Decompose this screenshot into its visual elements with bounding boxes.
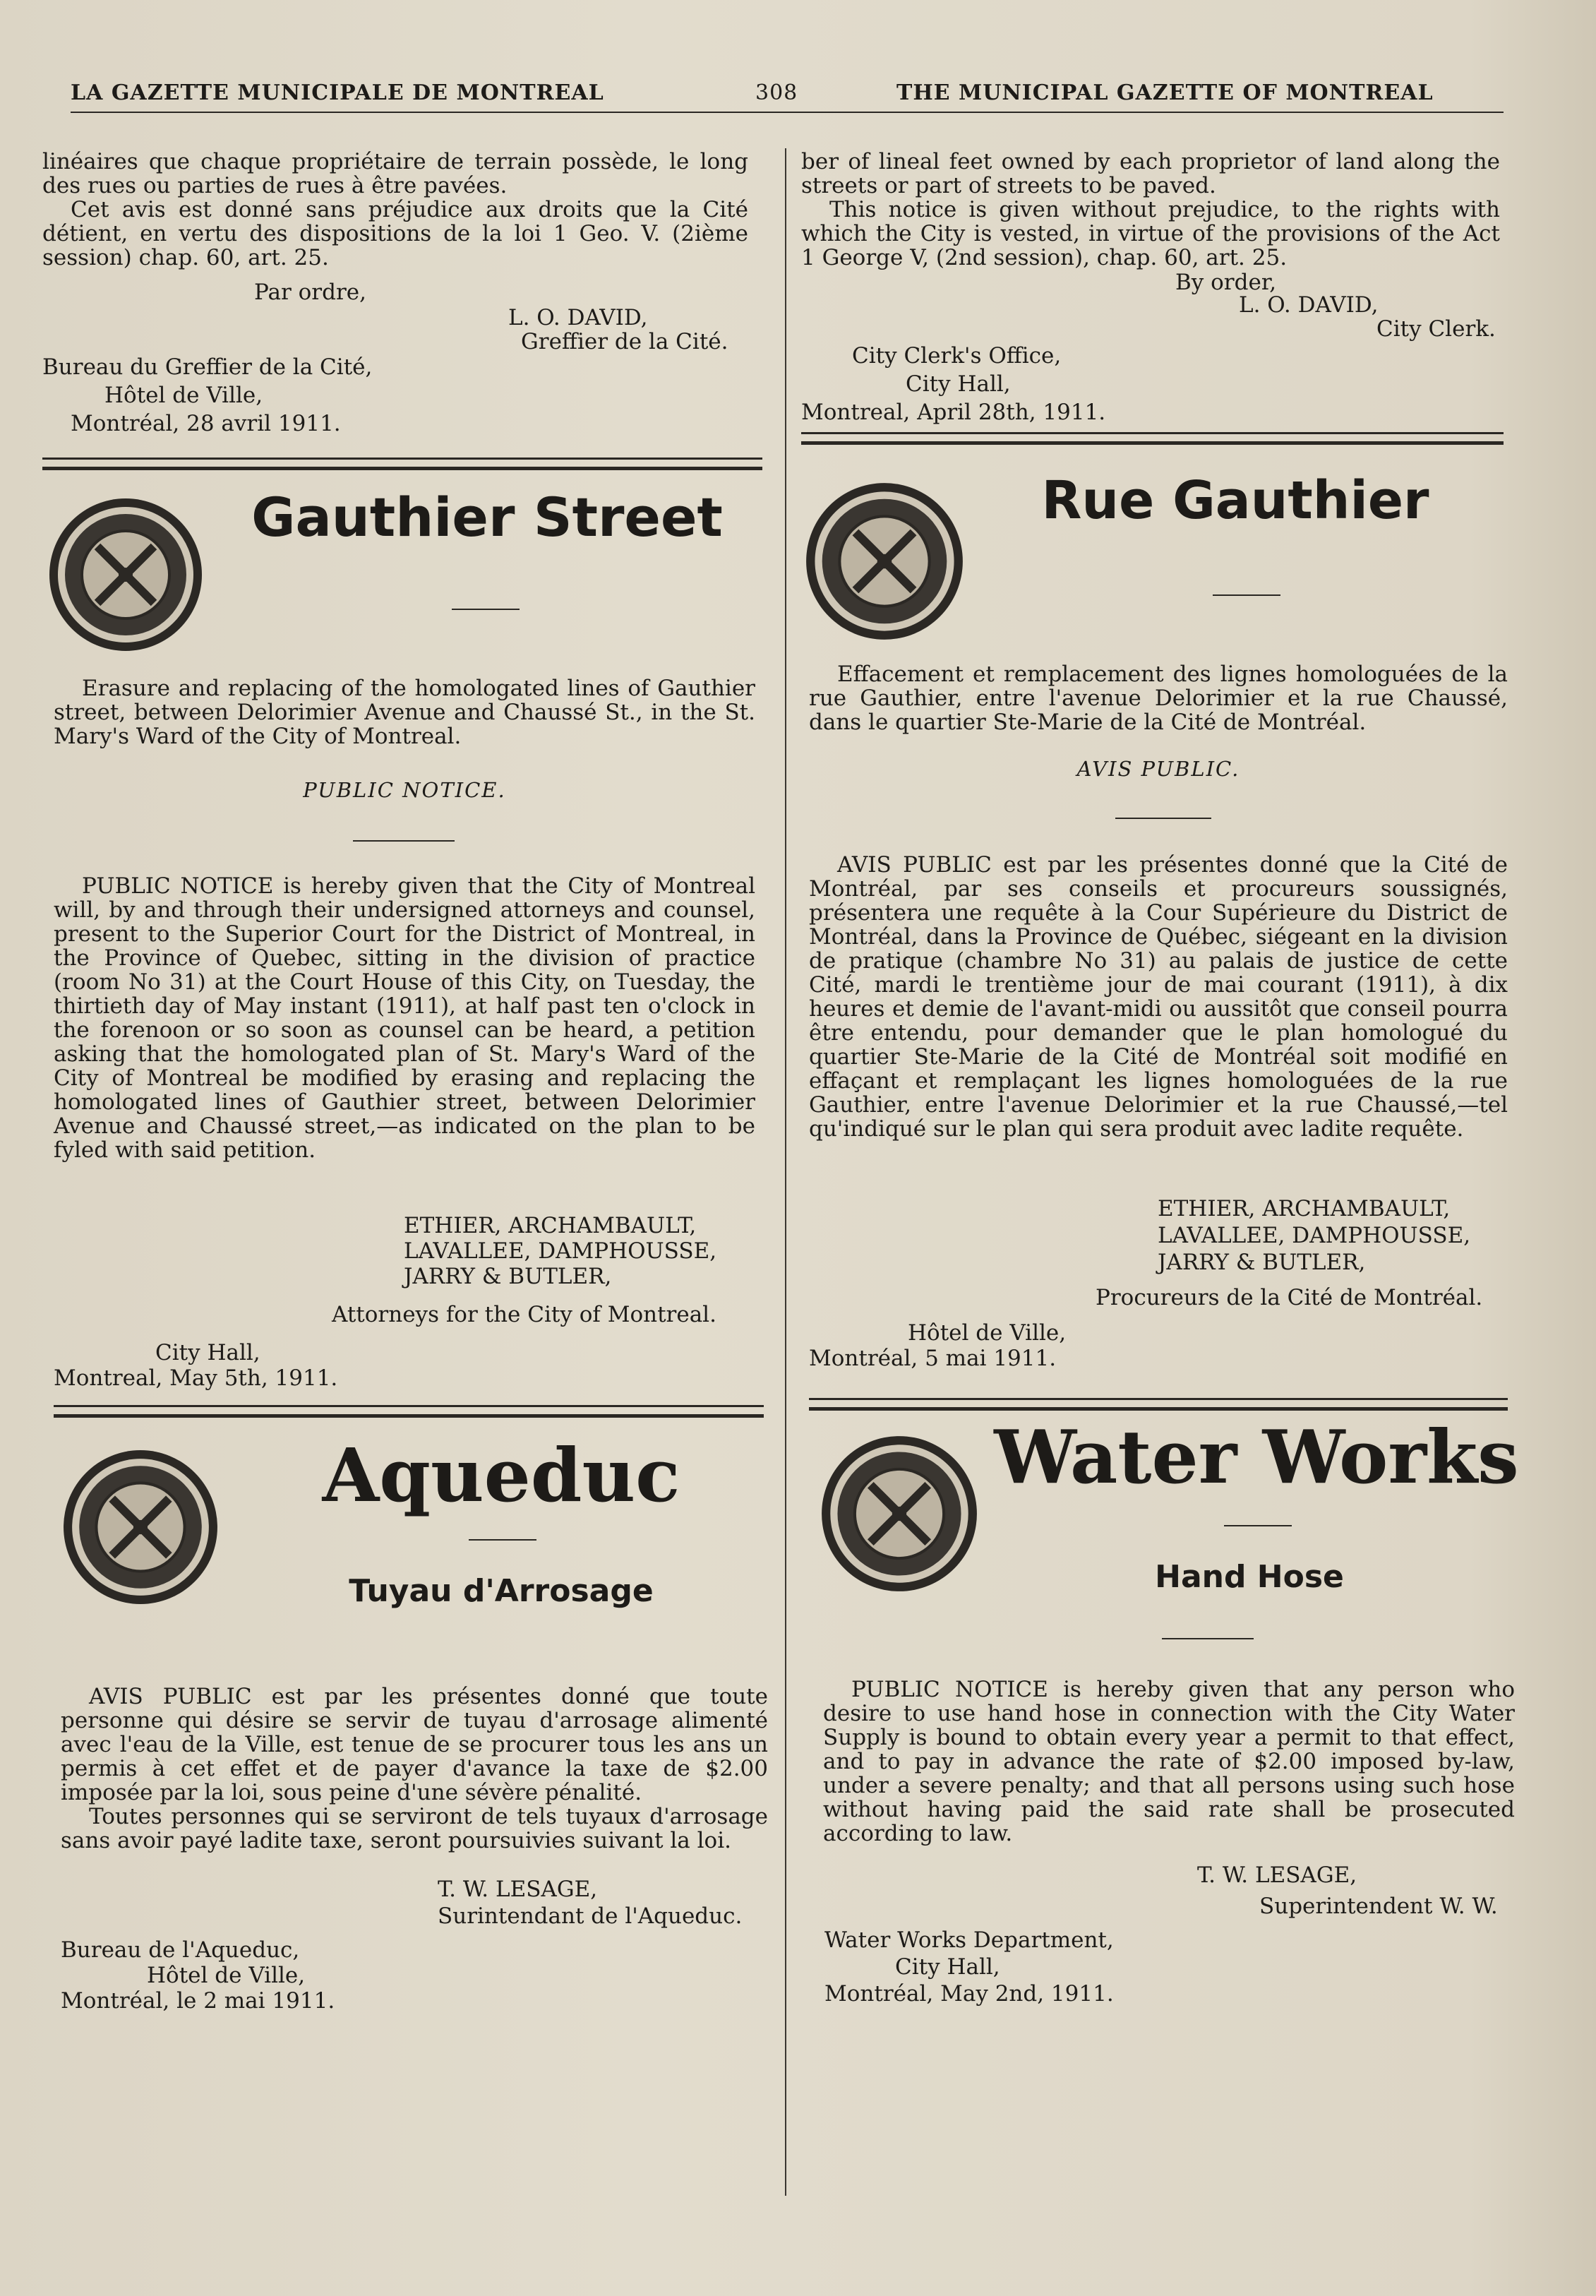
aqueduc-address (61, 1936, 484, 2015)
water-works-address-line-2: City Hall, (895, 1954, 1000, 1980)
rue-gauthier-signer-title: Procureurs de la Cité de Montréal. (1096, 1285, 1483, 1310)
aqueduc-address-line-3: Montréal, le 2 mai 1911. (61, 1988, 335, 2014)
water-works-signer-name: T. W. LESAGE, (1197, 1862, 1357, 1888)
water-works-body (823, 1678, 1515, 1846)
header-left-title: LA GAZETTE MUNICIPALE DE MONTREAL (71, 80, 604, 105)
water-works-title-rule (1224, 1525, 1292, 1526)
top-left-address-line-3: Montréal, 28 avril 1911. (71, 411, 341, 436)
rue-gauthier-signer-1: ETHIER, ARCHAMBAULT, (1158, 1196, 1451, 1221)
section-rule-right-2 (809, 1398, 1508, 1411)
top-left-signer-name: L. O. DAVID, (508, 305, 648, 330)
gauthier-street-address-line-1: City Hall, (155, 1340, 260, 1365)
aqueduc-paragraph-2: Toutes personnes qui se serviront de tels tuyaux d'arrosage sans avoir payé ladite taxe, seront poursuivies suivant la loi. (61, 1804, 768, 1853)
water-works-address-line-1: Water Works Department, (824, 1927, 1114, 1953)
rue-gauthier-body-text: AVIS PUBLIC est par les présentes donné que la Cité de Montréal, par ses conseils et procureurs soussignés, présentera une requête à la Cour Supérieure du District de Montréal, dans la Province de Québec, siégeant en la division de pratique (chambre No 31) au palais de justice de cette Cité, mardi le trentième jour de mai courant (1911), à dix heures et demie de l'avant-midi ou aussitôt que conseil pourra être entendu, pour demander que le plan homologué du quartier Ste-Marie de la Cité de Montréal soit modifié en effaçant et remplaçant les lignes homologuées de la rue Gauthier, entre l'avenue Delorimier et la rue Chaussé,—tel qu'indiqué sur le plan qui sera produit avec ladite requête. (809, 852, 1508, 1142)
water-works-address (824, 1926, 1248, 2008)
aqueduc-title: Aqueduc (322, 1432, 680, 1519)
gauthier-street-signers (404, 1212, 716, 1291)
city-seal-icon (61, 1447, 220, 1607)
section-rule-right-1 (801, 432, 1504, 445)
gauthier-street-address-line-2: Montreal, May 5th, 1911. (54, 1365, 338, 1391)
top-left-par-ordre: Par ordre, (254, 280, 366, 305)
rue-gauthier-address (809, 1319, 1162, 1373)
page-number: 308 (755, 80, 798, 105)
water-works-address-line-3: Montréal, May 2nd, 1911. (824, 1981, 1114, 2007)
water-works-subtitle-rule (1162, 1638, 1254, 1639)
top-right-paragraph-1: ber of lineal feet owned by each proprietor of land along the streets or part of streets to be paved. (801, 149, 1500, 198)
rue-gauthier-signers (1158, 1195, 1470, 1276)
gauthier-street-address (54, 1339, 407, 1392)
aqueduc-paragraph-1: AVIS PUBLIC est par les présentes donné que toute personne qui désire se servir de tuyau d'arrosage alimenté avec l'eau de la Ville, est tenue de se procurer tous les ans un permis à cet effet et de payer d'avance la taxe de $2.00 imposée par la loi, sous peine d'une sévère pénalité. (61, 1684, 768, 1805)
top-left-paragraph-2: Cet avis est donné sans préjudice aux droits que la Cité détient, en vertu des dispositions de la loi 1 Geo. V. (2ième session) chap. 60, art. 25. (42, 197, 748, 270)
top-left-signer-title: Greffier de la Cité. (521, 329, 728, 354)
top-left-address-line-1: Bureau du Greffier de la Cité, (42, 354, 373, 380)
city-seal-icon (803, 480, 966, 642)
rue-gauthier-notice-heading: AVIS PUBLIC. (1076, 757, 1240, 781)
section-rule-left-2 (54, 1405, 764, 1418)
top-right-signer-name: L. O. DAVID, (1239, 292, 1379, 318)
gauthier-street-intro-text: Erasure and replacing of the homologated lines of Gauthier street, between Delorimier Avenue and Chaussé St., in the St. Mary's Ward of the City of Montreal. (54, 676, 755, 749)
rue-gauthier-title-rule (1213, 594, 1280, 596)
header-right-title: THE MUNICIPAL GAZETTE OF MONTREAL (896, 80, 1434, 105)
rue-gauthier-intro-text: Effacement et remplacement des lignes homologuées de la rue Gauthier, entre l'avenue Delorimier et la rue Chaussé, dans le quartier Ste-Marie de la Cité de Montréal. (809, 662, 1508, 735)
gauthier-street-body (54, 874, 755, 1162)
top-left-address (42, 353, 466, 438)
rue-gauthier-title: Rue Gauthier (1041, 470, 1429, 531)
rue-gauthier-intro (809, 662, 1508, 734)
gauthier-street-body-text: PUBLIC NOTICE is hereby given that the City of Montreal will, by and through their undersigned attorneys and counsel, present to the Superior Court for the District of Montreal, in the Province of Quebec, sitting in the division of practice (room No 31) at the Court House of this City, on Tuesday, the thirtieth day of May instant (1911), at half past ten o'clock in the forenoon or so soon as counsel can be heard, a petition asking that the homologated plan of St. Mary's Ward of the City of Montreal be modified by erasing and replacing the homologated lines of Gauthier street, between Delorimier Avenue and Chaussé street,—as indicated on the plan to be fyled with said petition. (54, 873, 755, 1163)
gauthier-street-title: Gauthier Street (251, 486, 723, 549)
city-seal-icon (47, 496, 205, 654)
gauthier-street-signer-3: JARRY & BUTLER, (404, 1264, 612, 1289)
top-right-notice (801, 150, 1500, 270)
gauthier-street-notice-rule (353, 840, 455, 842)
rue-gauthier-body (809, 853, 1508, 1141)
aqueduc-subtitle: Tuyau d'Arrosage (349, 1573, 654, 1609)
gauthier-street-signer-1: ETHIER, ARCHAMBAULT, (404, 1213, 697, 1238)
city-seal-icon (819, 1433, 980, 1594)
top-right-address-line-2: City Hall, (906, 371, 1011, 397)
top-left-paragraph-1: linéaires que chaque propriétaire de terrain possède, le long des rues ou parties de rues à être pavées. (42, 149, 748, 198)
gauthier-street-signer-2: LAVALLEE, DAMPHOUSSE, (404, 1238, 717, 1264)
aqueduc-signer-name: T. W. LESAGE, (438, 1877, 598, 1902)
aqueduc-address-line-2: Hôtel de Ville, (147, 1963, 306, 1988)
header-rule (71, 112, 1504, 113)
rue-gauthier-address-line-1: Hôtel de Ville, (908, 1320, 1067, 1346)
gauthier-street-intro (54, 676, 755, 748)
water-works-title: Water Works (994, 1413, 1519, 1500)
rue-gauthier-notice-rule (1115, 818, 1211, 819)
rue-gauthier-signer-2: LAVALLEE, DAMPHOUSSE, (1158, 1223, 1471, 1248)
water-works-subtitle: Hand Hose (1155, 1559, 1344, 1595)
top-right-paragraph-2: This notice is given without prejudice, to the rights with which the City is vested, in virtue of the provisions of the Act 1 George V, (2nd session), chap. 60, art. 25. (801, 197, 1500, 270)
top-right-signer-title: City Clerk. (1376, 316, 1496, 342)
section-rule-left-1 (42, 458, 762, 470)
water-works-signer-title: Superintendent W. W. (1259, 1894, 1498, 1919)
aqueduc-title-rule (469, 1539, 536, 1541)
top-right-address-line-3: Montreal, April 28th, 1911. (801, 400, 1106, 425)
top-left-notice (42, 150, 748, 270)
column-divider (785, 148, 786, 2196)
rue-gauthier-signer-3: JARRY & BUTLER, (1158, 1250, 1366, 1275)
top-left-address-line-2: Hôtel de Ville, (104, 383, 263, 408)
top-right-address (801, 342, 1225, 426)
rue-gauthier-address-line-2: Montréal, 5 mai 1911. (809, 1346, 1057, 1371)
water-works-body-text: PUBLIC NOTICE is hereby given that any person who desire to use hand hose in connection with the City Water Supply is bound to obtain every year a permit to that effect, and to pay in advance the rate of $2.00 imposed by-law, under a severe penalty; and that all persons using such hose without having paid the said rate shall be prosecuted according to law. (823, 1677, 1515, 1846)
aqueduc-address-line-1: Bureau de l'Aqueduc, (61, 1937, 300, 1963)
top-right-address-line-1: City Clerk's Office, (852, 343, 1062, 369)
top-right-by-order: By order, (1175, 270, 1277, 295)
gauthier-street-notice-heading: PUBLIC NOTICE. (303, 778, 506, 802)
aqueduc-signer-title: Surintendant de l'Aqueduc. (438, 1903, 743, 1929)
gauthier-street-signer-title: Attorneys for the City of Montreal. (332, 1302, 716, 1327)
gauthier-street-title-rule (452, 609, 520, 610)
aqueduc-body (61, 1685, 768, 1853)
